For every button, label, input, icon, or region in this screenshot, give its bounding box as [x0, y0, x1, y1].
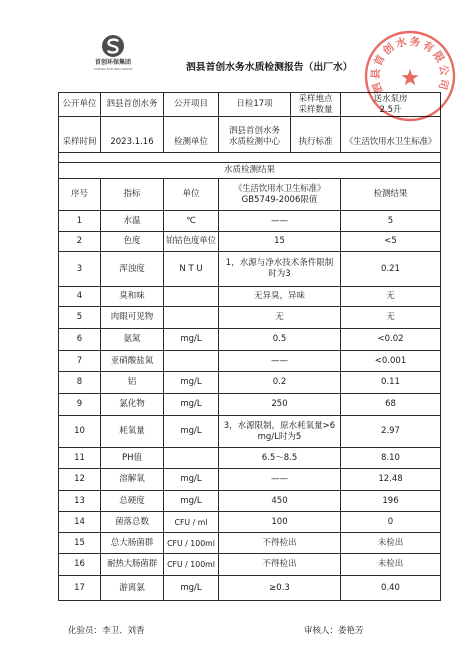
cell-result: 无 — [341, 287, 441, 307]
standard-value: 《生活饮用水卫生标准》 — [341, 117, 441, 153]
table-row — [59, 307, 441, 329]
info-row-publication — [59, 93, 441, 117]
table-row — [59, 416, 441, 448]
table-row — [59, 329, 441, 351]
section-title: 水质检测结果 — [59, 163, 441, 179]
seal-text-path: 泗县首创水务有限公司 — [369, 35, 451, 95]
cell-limit: 15 — [219, 232, 341, 252]
table-row — [59, 469, 441, 491]
cell-no: 16 — [59, 554, 101, 576]
lab-value-line2: 水质检测中心 — [228, 137, 280, 147]
cell-unit — [164, 307, 219, 329]
reviewer-signature: 审核人：娄艳芳 — [304, 626, 364, 636]
cell-indicator: 浑浊度 — [101, 252, 164, 287]
header-no: 序号 — [59, 179, 101, 211]
sampling-values — [341, 93, 441, 117]
cell-result: 0.40 — [341, 576, 441, 601]
cell-unit: mg/L — [164, 394, 219, 416]
table-row — [59, 351, 441, 372]
cell-result: 未检出 — [341, 533, 441, 554]
cell-unit — [164, 448, 219, 469]
cell-no: 6 — [59, 329, 101, 351]
cell-result: 68 — [341, 394, 441, 416]
cell-no: 11 — [59, 448, 101, 469]
cell-no: 14 — [59, 512, 101, 533]
header-indicator: 指标 — [101, 179, 164, 211]
cell-indicator: 水温 — [101, 211, 164, 232]
cell-indicator: 耗氧量 — [101, 416, 164, 448]
cell-no: 1 — [59, 211, 101, 232]
unit-label: 公开单位 — [59, 93, 101, 117]
cell-limit: 3，水源限制，原水耗氧量>6 mg/L时为5 — [219, 416, 341, 448]
table-row — [59, 576, 441, 601]
cell-unit: CFU / 100ml — [164, 554, 219, 576]
cell-indicator: 总大肠菌群 — [101, 533, 164, 554]
cell-limit: 0.2 — [219, 372, 341, 394]
table-row — [59, 372, 441, 394]
location-value: 送水泵房 — [373, 93, 408, 104]
cell-result: 2.97 — [341, 416, 441, 448]
cell-unit: 铂钴色度单位 — [164, 232, 219, 252]
cell-result: 12.48 — [341, 469, 441, 491]
cell-result: <5 — [341, 232, 441, 252]
cell-result: 0.11 — [341, 372, 441, 394]
table-row — [59, 554, 441, 576]
cell-indicator: 菌落总数 — [101, 512, 164, 533]
cell-unit: mg/L — [164, 329, 219, 351]
cell-no: 17 — [59, 576, 101, 601]
header-result: 检测结果 — [341, 179, 441, 211]
seal-text — [369, 35, 451, 96]
cell-result: 8.10 — [341, 448, 441, 469]
tester-signature: 化验员：李卫、刘香 — [68, 626, 145, 636]
time-value: 2023.1.16 — [101, 117, 164, 153]
cell-result: <0.001 — [341, 351, 441, 372]
quantity-value: 2.5升 — [379, 104, 402, 115]
cell-unit: CFU / ml — [164, 512, 219, 533]
table-row — [59, 491, 441, 512]
cell-no: 5 — [59, 307, 101, 329]
quantity-label: 采样数量 — [298, 104, 333, 115]
cell-result: 0.21 — [341, 252, 441, 287]
cell-indicator: 耐热大肠菌群 — [101, 554, 164, 576]
table-header-row — [59, 179, 441, 211]
spacer-cell — [59, 153, 441, 163]
cell-unit: mg/L — [164, 416, 219, 448]
spacer-row — [59, 153, 441, 163]
cell-no: 9 — [59, 394, 101, 416]
cell-limit: 6.5～8.5 — [219, 448, 341, 469]
header-limit — [219, 179, 341, 211]
cell-indicator: 肉眼可见物 — [101, 307, 164, 329]
cell-limit: 无 — [219, 307, 341, 329]
cell-indicator: 氨氮 — [101, 329, 164, 351]
cell-limit: ≥0.3 — [219, 576, 341, 601]
cell-limit: 100 — [219, 512, 341, 533]
cell-indicator: 溶解氧 — [101, 469, 164, 491]
cell-unit: N T U — [164, 252, 219, 287]
cell-no: 10 — [59, 416, 101, 448]
header-unit: 单位 — [164, 179, 219, 211]
cell-unit: CFU / 100ml — [164, 533, 219, 554]
cell-unit: mg/L — [164, 576, 219, 601]
logo-name-cn: 首创环保集团 — [94, 59, 131, 66]
table-row — [59, 394, 441, 416]
info-row-sampling — [59, 117, 441, 153]
cell-no: 7 — [59, 351, 101, 372]
table-row — [59, 232, 441, 252]
cell-indicator: 游离氯 — [101, 576, 164, 601]
capital-eco-pro-logo-icon — [101, 34, 125, 58]
cell-limit: 不得检出 — [219, 554, 341, 576]
cell-unit: ℃ — [164, 211, 219, 232]
cell-indicator: 铝 — [101, 372, 164, 394]
cell-unit: mg/L — [164, 372, 219, 394]
lab-value-line1: 泗县首创水务 — [228, 126, 280, 136]
cell-result: 0 — [341, 512, 441, 533]
cell-indicator: 色度 — [101, 232, 164, 252]
cell-limit: 450 — [219, 491, 341, 512]
table-row — [59, 211, 441, 232]
cell-no: 12 — [59, 469, 101, 491]
cell-unit: mg/L — [164, 491, 219, 512]
location-label: 采样地点 — [298, 93, 333, 104]
cell-indicator: 氯化物 — [101, 394, 164, 416]
item-value: 日检17项 — [219, 93, 291, 117]
table-row — [59, 252, 441, 287]
cell-limit: —— — [219, 469, 341, 491]
cell-limit: 1，水源与净水技术条件限制时为3 — [219, 252, 341, 287]
cell-result: 196 — [341, 491, 441, 512]
cell-no: 4 — [59, 287, 101, 307]
cell-unit — [164, 351, 219, 372]
cell-result: 无 — [341, 307, 441, 329]
cell-limit: —— — [219, 211, 341, 232]
header-limit-line1: 《生活饮用水卫生标准》 — [233, 183, 326, 194]
cell-limit: 不得检出 — [219, 533, 341, 554]
cell-no: 13 — [59, 491, 101, 512]
standard-label: 执行标准 — [291, 117, 341, 153]
lab-label: 检测单位 — [164, 117, 219, 153]
cell-no: 15 — [59, 533, 101, 554]
cell-limit: 0.5 — [219, 329, 341, 351]
cell-limit: 250 — [219, 394, 341, 416]
table-row — [59, 533, 441, 554]
cell-unit: mg/L — [164, 469, 219, 491]
cell-no: 3 — [59, 252, 101, 287]
table-row — [59, 448, 441, 469]
cell-limit: 无异臭，异味 — [219, 287, 341, 307]
cell-unit — [164, 287, 219, 307]
cell-result: <0.02 — [341, 329, 441, 351]
header-limit-line2: GB5749-2006限值 — [241, 194, 318, 205]
cell-indicator: 亚硝酸盐氮 — [101, 351, 164, 372]
time-label: 采样时间 — [59, 117, 101, 153]
item-label: 公开项目 — [164, 93, 219, 117]
cell-no: 8 — [59, 372, 101, 394]
section-title-row — [59, 163, 441, 179]
cell-indicator: PH值 — [101, 448, 164, 469]
cell-indicator: 臭和味 — [101, 287, 164, 307]
lab-value — [219, 117, 291, 153]
sampling-labels — [291, 93, 341, 117]
logo-name-en: CAPITAL ECO-PRO GROUP — [93, 67, 133, 71]
unit-value: 泗县首创水务 — [101, 93, 164, 117]
seal-star-icon — [401, 69, 418, 85]
cell-indicator: 总硬度 — [101, 491, 164, 512]
cell-no: 2 — [59, 232, 101, 252]
report-title: 泗县首创水务水质检测报告（出厂水） — [186, 62, 353, 73]
report-table — [58, 92, 441, 601]
cell-limit: —— — [219, 351, 341, 372]
table-row — [59, 287, 441, 307]
cell-result: 5 — [341, 211, 441, 232]
table-row — [59, 512, 441, 533]
cell-result: 未检出 — [341, 554, 441, 576]
